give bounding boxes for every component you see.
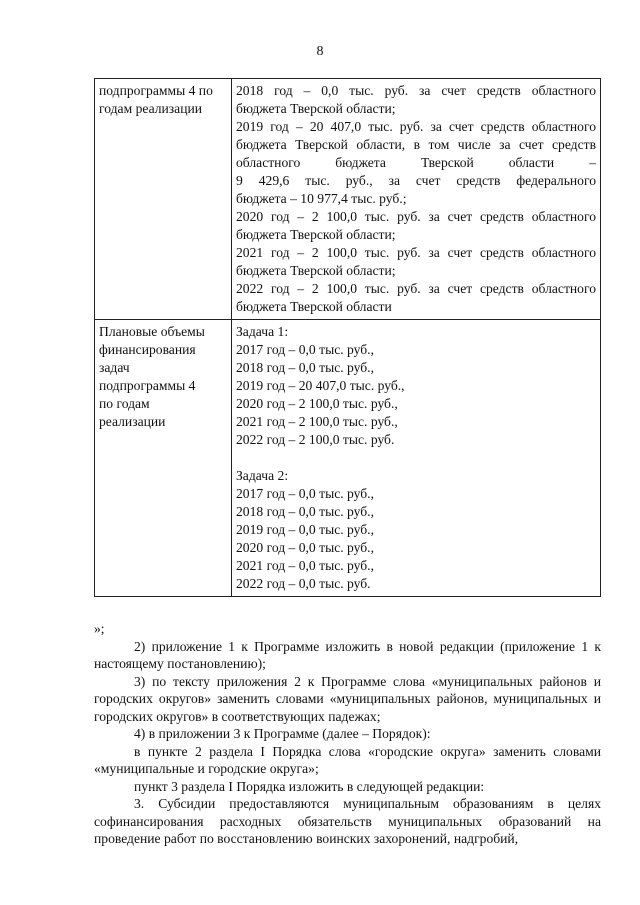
paragraph: 3) по тексту приложения 2 к Программе слова «муниципальных районов и городских округов» заменить словами «муниципальных районов, муниципальных и городских округов» в соответствующих падежах; (94, 673, 601, 724)
document-body (94, 620, 601, 848)
row1-value-line: бюджета Тверской области; (236, 101, 396, 116)
row1-value-line: 2020 год – 2 100,0 тыс. руб. за счет средств областного (236, 209, 596, 224)
row1-value-line: бюджета Тверской области; (236, 227, 396, 242)
task2-title: Задача 2: (236, 468, 289, 483)
task1-line: 2022 год – 2 100,0 тыс. руб. (236, 432, 395, 447)
row2-label-line: реализации (99, 414, 166, 429)
row1-label-cell (95, 79, 232, 320)
task1-line: 2021 год – 2 100,0 тыс. руб., (236, 414, 398, 429)
task1-line: 2017 год – 0,0 тыс. руб., (236, 342, 374, 357)
row2-value-cell (232, 320, 601, 597)
paragraph: пункт 3 раздела I Порядка изложить в следующей редакции: (134, 778, 485, 794)
task1-line: 2018 год – 0,0 тыс. руб., (236, 360, 374, 375)
row1-value-line: 2018 год – 0,0 тыс. руб. за счет средств областного (236, 83, 596, 98)
paragraph: в пункте 2 раздела I Порядка слова «городские округа» заменить словами «муниципальные и городские округа»; (94, 743, 601, 776)
row2-label-line: по годам (99, 396, 150, 411)
task2-line: 2021 год – 0,0 тыс. руб., (236, 558, 374, 573)
row1-value-line: бюджета Тверской области, в том числе за счет средств (236, 137, 596, 152)
closing-quote: »; (94, 621, 105, 636)
row1-label-line: годам реализации (99, 101, 203, 116)
paragraph: 4) в приложении 3 к Программе (далее – Порядок): (134, 726, 431, 741)
row1-value-line: 9 429,6 тыс. руб., за счет средств федерального (236, 173, 596, 188)
row2-label-line: Плановые объемы (99, 324, 205, 339)
row1-value-line: 2022 год – 2 100,0 тыс. руб. за счет средств областного (236, 281, 596, 296)
row2-label-line: финансирования (99, 342, 196, 357)
row1-value-cell (232, 79, 601, 320)
task2-line: 2017 год – 0,0 тыс. руб., (236, 486, 374, 501)
row2-label-cell (95, 320, 232, 597)
paragraph: 2) приложение 1 к Программе изложить в новой редакции (приложение 1 к настоящему постановлению); (94, 638, 601, 671)
row2-label-line: задач (99, 360, 130, 375)
task1-title: Задача 1: (236, 324, 289, 339)
budget-table (94, 78, 601, 597)
spacer (236, 449, 596, 467)
task1-line: 2020 год – 2 100,0 тыс. руб., (236, 396, 398, 411)
task1-line: 2019 год – 20 407,0 тыс. руб., (236, 378, 405, 393)
task2-line: 2019 год – 0,0 тыс. руб., (236, 522, 374, 537)
task2-line: 2020 год – 0,0 тыс. руб., (236, 540, 374, 555)
page-number: 8 (316, 44, 324, 59)
paragraph: 3. Субсидии предоставляются муниципальным образованиям в целях софинансирования расходных обязательств муниципальных образований на проведение работ по восстановлению воинских захоронений, надгробий, (94, 796, 601, 846)
row1-value-line: бюджета Тверской области (236, 299, 392, 314)
row1-value-line: бюджета – 10 977,4 тыс. руб.; (236, 191, 407, 206)
task2-line: 2018 год – 0,0 тыс. руб., (236, 504, 374, 519)
row1-value-line: областного бюджета Тверской области – (236, 155, 596, 170)
row1-value-line: 2019 год – 20 407,0 тыс. руб. за счет средств областного (236, 119, 596, 134)
row1-value-line: бюджета Тверской области; (236, 263, 396, 278)
row2-label-line: подпрограммы 4 (99, 378, 196, 393)
row1-value-line: 2021 год – 2 100,0 тыс. руб. за счет средств областного (236, 245, 596, 260)
table-row (95, 79, 601, 320)
table-row (95, 320, 601, 597)
row1-label-line: подпрограммы 4 по (99, 83, 213, 98)
task2-line: 2022 год – 0,0 тыс. руб. (236, 576, 371, 591)
